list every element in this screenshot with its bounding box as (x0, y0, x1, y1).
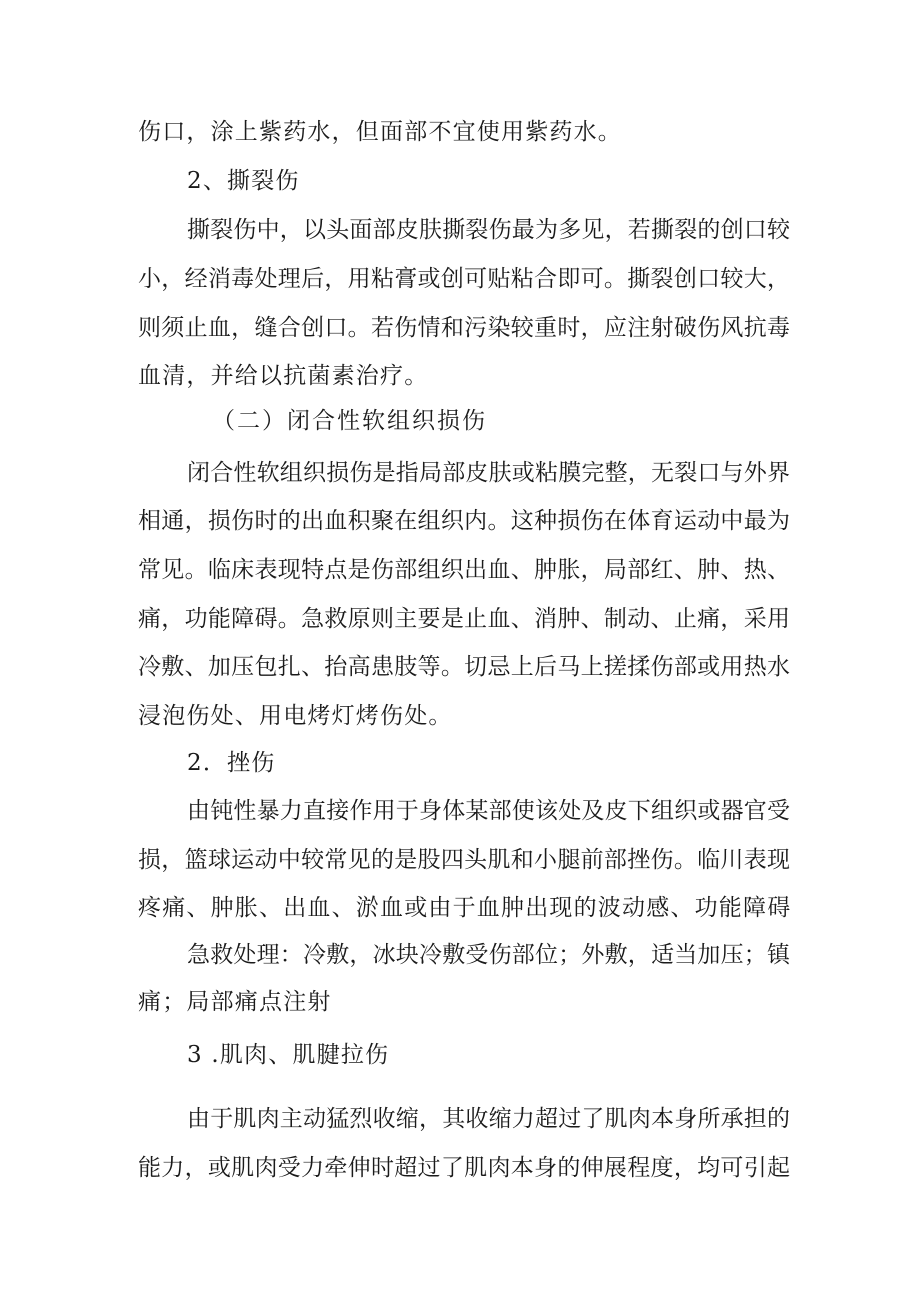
paragraph-line: 浸泡伤处、用电烤灯烤伤处。 (138, 703, 453, 729)
paragraph-line: 损，篮球运动中较常见的是股四头肌和小腿前部挫伤。临川表现 (138, 847, 790, 873)
paragraph-line: 伤口，涂上紫药水，但面部不宜使用紫药水。 (138, 119, 622, 145)
paragraph-line: 急救处理：冷敷，冰块冷敷受伤部位；外敷，适当加压；镇 (187, 942, 790, 968)
paragraph-line: 则须止血，缝合创口。若伤情和污染较重时，应注射破伤风抗毒 (138, 315, 790, 341)
paragraph-line: 由于肌肉主动猛烈收缩，其收缩力超过了肌肉本身所承担的 (187, 1106, 790, 1132)
section-heading: 2．挫伤 (187, 750, 276, 776)
paragraph-line: 痛；局部痛点注射 (138, 989, 332, 1015)
paragraph-line: 常见。临床表现特点是伤部组织出血、肿胀，局部红、肿、热、 (138, 557, 790, 583)
section-heading: 2、撕裂伤 (187, 168, 300, 194)
paragraph-line: 小，经消毒处理后，用粘膏或创可贴粘合即可。撕裂创口较大， (138, 266, 790, 292)
section-heading: （二）闭合性软组织损伤 (212, 408, 487, 434)
paragraph-line: 闭合性软组织损伤是指局部皮肤或粘膜完整，无裂口与外界 (187, 460, 790, 486)
paragraph-line: 相通，损伤时的出血积聚在组织内。这种损伤在体育运动中最为 (138, 508, 790, 534)
paragraph-line: 撕裂伤中，以头面部皮肤撕裂伤最为多见，若撕裂的创口较 (187, 217, 790, 243)
paragraph-line: 冷敷、加压包扎、抬高患肢等。切忌上后马上搓揉伤部或用热水 (138, 654, 790, 680)
paragraph-line: 由钝性暴力直接作用于身体某部使该处及皮下组织或器官受 (187, 798, 790, 824)
paragraph-line: 疼痛、肿胀、出血、淤血或由于血肿出现的波动感、功能障碍 (138, 895, 792, 921)
paragraph-line: 血清，并给以抗菌素治疗。 (138, 363, 429, 389)
paragraph-line: 痛，功能障碍。急救原则主要是止血、消肿、制动、止痛，采用 (138, 606, 790, 632)
paragraph-line: 能力，或肌肉受力牵伸时超过了肌肉本身的伸展程度，均可引起 (138, 1155, 790, 1181)
section-heading: 3 .肌肉、肌腱拉伤 (187, 1042, 390, 1068)
